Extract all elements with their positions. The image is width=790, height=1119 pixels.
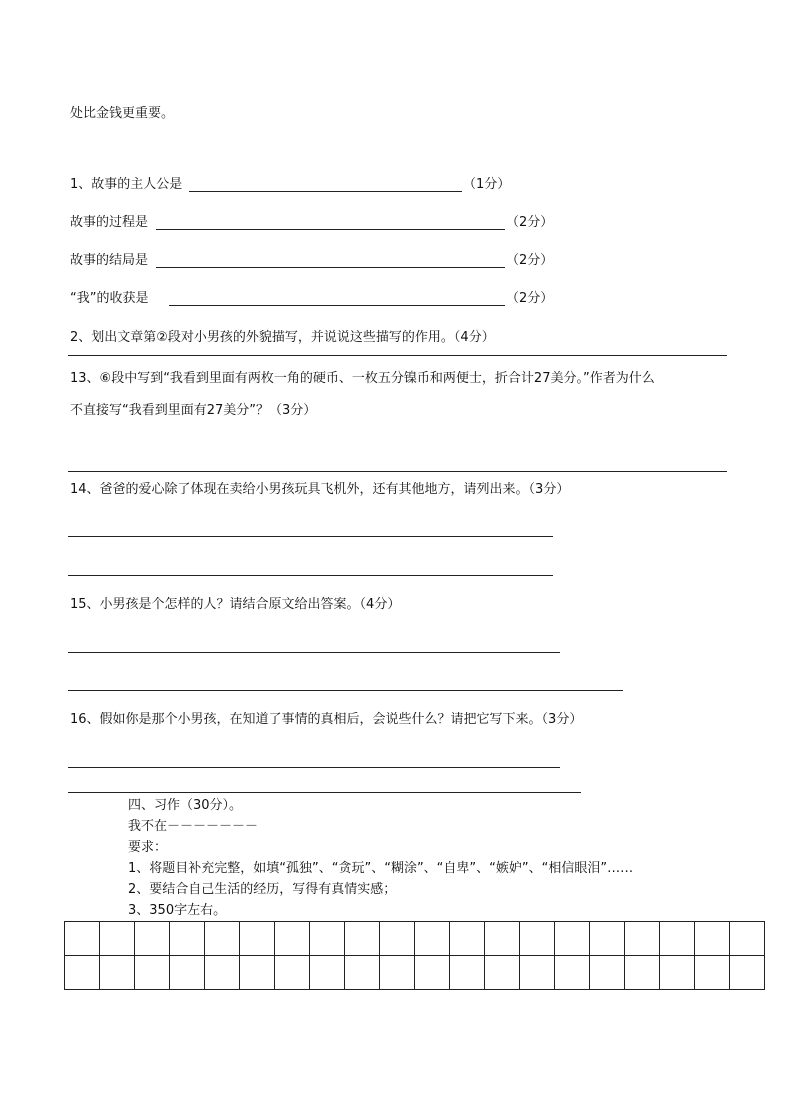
grid-cell[interactable] [555,922,590,956]
q1-ending-score: （2分） [506,253,554,268]
q13-line1: 13、⑥段中写到“我看到里面有两枚一角的硬币、一枚五分镍币和两便士，折合计27美分。”作者为什么 [70,371,655,386]
essay-heading: 四、习作（30分）。 [128,798,243,813]
grid-cell[interactable] [310,922,345,956]
grid-cell[interactable] [100,922,135,956]
grid-cell[interactable] [380,956,415,990]
q16-answer-line-1[interactable] [68,767,560,768]
essay-title: 我不在－－－－－－－ [128,819,259,834]
grid-cell[interactable] [100,956,135,990]
q1-main-label: 1、故事的主人公是 [70,177,183,192]
q1-process-answer-line[interactable] [156,229,505,230]
q14-answer-line-1[interactable] [68,536,553,537]
grid-cell[interactable] [135,922,170,956]
q14-answer-line-2[interactable] [68,575,553,576]
grid-cell[interactable] [205,956,240,990]
grid-cell[interactable] [695,922,730,956]
grid-cell[interactable] [205,922,240,956]
grid-cell[interactable] [730,922,765,956]
grid-cell[interactable] [520,922,555,956]
essay-requirement-1: 1、将题目补充完整，如填“孤独”、“贪玩”、“糊涂”、“自卑”、“嫉妒”、“相信眼泪”…… [128,861,634,876]
grid-cell[interactable] [345,956,380,990]
q1-gain-answer-line[interactable] [169,305,505,306]
grid-cell[interactable] [135,956,170,990]
q13-line2: 不直接写“我看到里面有27美分”？（3分） [70,403,317,418]
grid-cell[interactable] [450,956,485,990]
q15-answer-line-1[interactable] [68,652,560,653]
q1-process-label: 故事的过程是 [70,215,149,230]
grid-cell[interactable] [170,922,205,956]
grid-cell[interactable] [660,922,695,956]
q1-ending-answer-line[interactable] [156,267,505,268]
grid-cell[interactable] [240,922,275,956]
q15-answer-line-2[interactable] [68,690,623,691]
q2-answer-line[interactable] [68,355,727,356]
grid-cell[interactable] [555,956,590,990]
grid-cell[interactable] [380,922,415,956]
grid-row [65,922,765,956]
grid-cell[interactable] [590,956,625,990]
grid-cell[interactable] [65,922,100,956]
q16-text: 16、假如你是那个小男孩，在知道了事情的真相后，会说些什么？请把它写下来。（3分） [70,712,583,727]
grid-cell[interactable] [695,956,730,990]
q1-ending-label: 故事的结局是 [70,253,149,268]
grid-cell[interactable] [310,956,345,990]
writing-grid [64,921,765,990]
q2-text: 2、划出文章第②段对小男孩的外貌描写，并说说这些描写的作用。（4分） [70,330,495,345]
essay-requirement-2: 2、要结合自己生活的经历，写得有真情实感； [128,882,397,897]
grid-cell[interactable] [450,922,485,956]
grid-cell[interactable] [275,922,310,956]
grid-cell[interactable] [415,922,450,956]
q14-text: 14、爸爸的爱心除了体现在卖给小男孩玩具飞机外，还有其他地方，请列出来。（3分） [70,482,570,497]
grid-cell[interactable] [625,922,660,956]
grid-cell[interactable] [660,956,695,990]
grid-cell[interactable] [590,922,625,956]
q1-main-score: （1分） [463,177,511,192]
grid-cell[interactable] [625,956,660,990]
grid-cell[interactable] [730,956,765,990]
q16-answer-line-2[interactable] [68,792,581,793]
grid-cell[interactable] [65,956,100,990]
intro-text: 处比金钱更重要。 [70,106,175,121]
grid-row [65,956,765,990]
q15-text: 15、小男孩是个怎样的人？请结合原文给出答案。（4分） [70,597,401,612]
grid-cell[interactable] [240,956,275,990]
q1-gain-score: （2分） [506,291,554,306]
essay-requirement-3: 3、350字左右。 [128,903,227,918]
grid-cell[interactable] [485,922,520,956]
grid-cell[interactable] [415,956,450,990]
grid-cell[interactable] [170,956,205,990]
q1-process-score: （2分） [506,215,554,230]
grid-cell[interactable] [485,956,520,990]
grid-cell[interactable] [275,956,310,990]
q13-answer-line[interactable] [68,471,727,472]
q1-gain-label: “我”的收获是 [70,291,149,306]
grid-cell[interactable] [520,956,555,990]
q1-main-answer-line[interactable] [189,191,462,192]
grid-cell[interactable] [345,922,380,956]
essay-requirements-label: 要求： [128,840,168,855]
